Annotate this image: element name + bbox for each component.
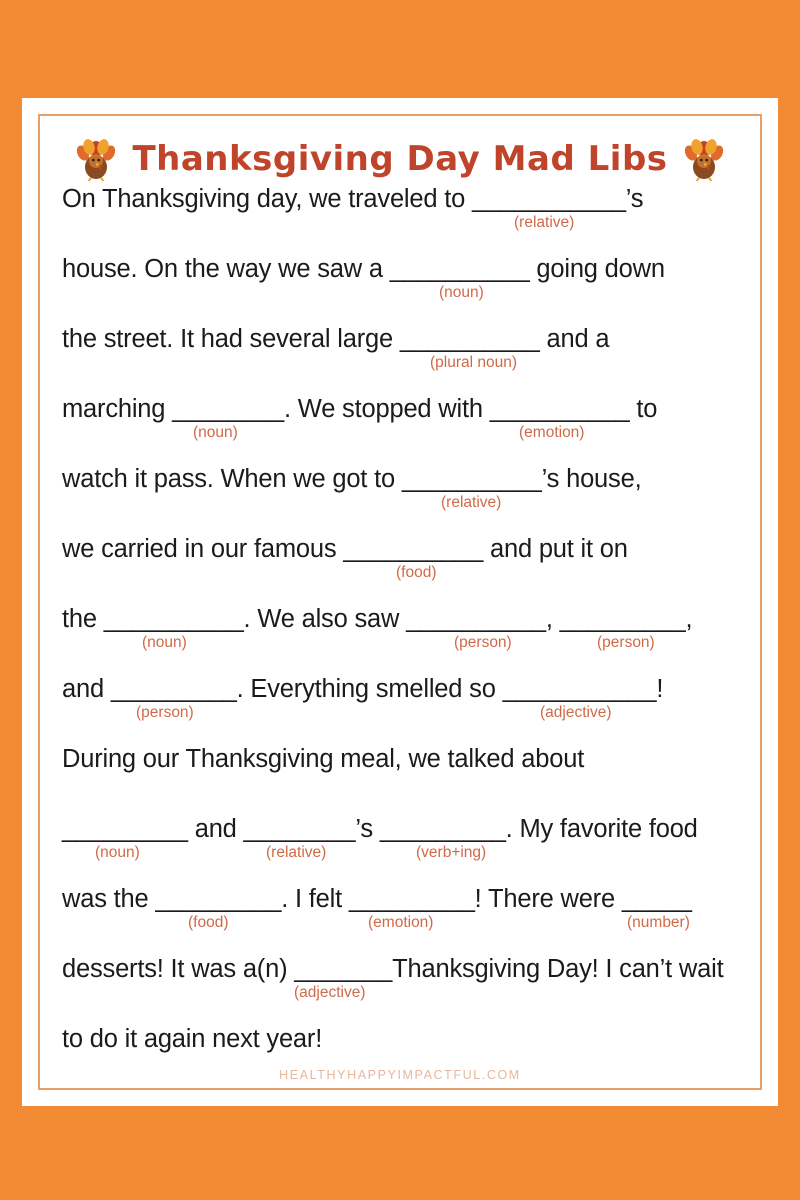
story-line-hints: [62, 354, 738, 380]
blank-hint: (person): [597, 634, 655, 652]
story-line: [62, 674, 738, 744]
blank-hint: (adjective): [294, 984, 366, 1002]
blank-hint: (adjective): [540, 704, 612, 722]
story-line: [62, 534, 738, 604]
story-line-hints: [62, 494, 738, 520]
blank-hint: (number): [627, 914, 690, 932]
story-line-hints: [62, 564, 738, 590]
story-line: [62, 954, 738, 1024]
title-row: [62, 136, 738, 182]
blank-hint: (person): [136, 704, 194, 722]
story-line-text[interactable]: _________ and ________’s _________. My favorite food: [62, 815, 698, 843]
page-title: Thanksgiving Day Mad Libs: [132, 139, 668, 179]
story-line-text[interactable]: house. On the way we saw a __________ going down: [62, 255, 665, 283]
blank-hint: (emotion): [519, 424, 585, 442]
story-line-hints: [62, 704, 738, 730]
story-line: [62, 464, 738, 534]
story-line-hints: [62, 214, 738, 240]
story-line: [62, 394, 738, 464]
blank-hint: (verb+ing): [416, 844, 487, 862]
madlibs-story: [62, 184, 738, 1080]
story-line-text[interactable]: On Thanksgiving day, we traveled to ___________’s: [62, 185, 644, 213]
blank-hint: (relative): [441, 494, 502, 512]
story-line-text[interactable]: During our Thanksgiving meal, we talked about: [62, 745, 585, 773]
story-line-hints: [62, 774, 738, 800]
story-line-text[interactable]: to do it again next year!: [62, 1025, 323, 1053]
story-line-hints: [62, 424, 738, 450]
story-line: [62, 184, 738, 254]
blank-hint: (relative): [514, 214, 575, 232]
story-line-hints: [62, 634, 738, 660]
story-line-text[interactable]: we carried in our famous __________ and put it on: [62, 535, 628, 563]
blank-hint: (person): [454, 634, 512, 652]
blank-hint: (food): [188, 914, 229, 932]
story-line: [62, 254, 738, 324]
blank-hint: (plural noun): [430, 354, 518, 372]
blank-hint: (emotion): [368, 914, 434, 932]
blank-hint: (noun): [142, 634, 187, 652]
story-line-text[interactable]: marching ________. We stopped with __________ to: [62, 395, 658, 423]
story-line-text[interactable]: and _________. Everything smelled so ___________!: [62, 675, 664, 703]
story-line-hints: [62, 914, 738, 940]
page-inner-border: [38, 114, 762, 1090]
story-line-hints: [62, 844, 738, 870]
story-line: [62, 324, 738, 394]
turkey-icon: [682, 136, 726, 182]
story-line: [62, 744, 738, 814]
blank-hint: (food): [396, 564, 437, 582]
blank-hint: (noun): [439, 284, 484, 302]
story-line: [62, 604, 738, 674]
turkey-icon: [74, 136, 118, 182]
story-line-text[interactable]: the street. It had several large __________ and a: [62, 325, 610, 353]
blank-hint: (noun): [95, 844, 140, 862]
story-line-text[interactable]: the __________. We also saw __________, _________,: [62, 605, 693, 633]
blank-hint: (relative): [266, 844, 327, 862]
story-line: [62, 814, 738, 884]
blank-hint: (noun): [193, 424, 238, 442]
story-line-text[interactable]: desserts! It was a(n) _______Thanksgiving Day! I can’t wait: [62, 955, 724, 983]
footer-credit: HEALTHYHAPPYIMPACTFUL.COM: [279, 1068, 521, 1082]
story-line-hints: [62, 984, 738, 1010]
story-line: [62, 884, 738, 954]
story-line-text[interactable]: watch it pass. When we got to __________’s house,: [62, 465, 642, 493]
printable-page: [22, 98, 778, 1106]
story-line-text[interactable]: was the _________. I felt _________! There were _____: [62, 885, 692, 913]
story-line-hints: [62, 284, 738, 310]
